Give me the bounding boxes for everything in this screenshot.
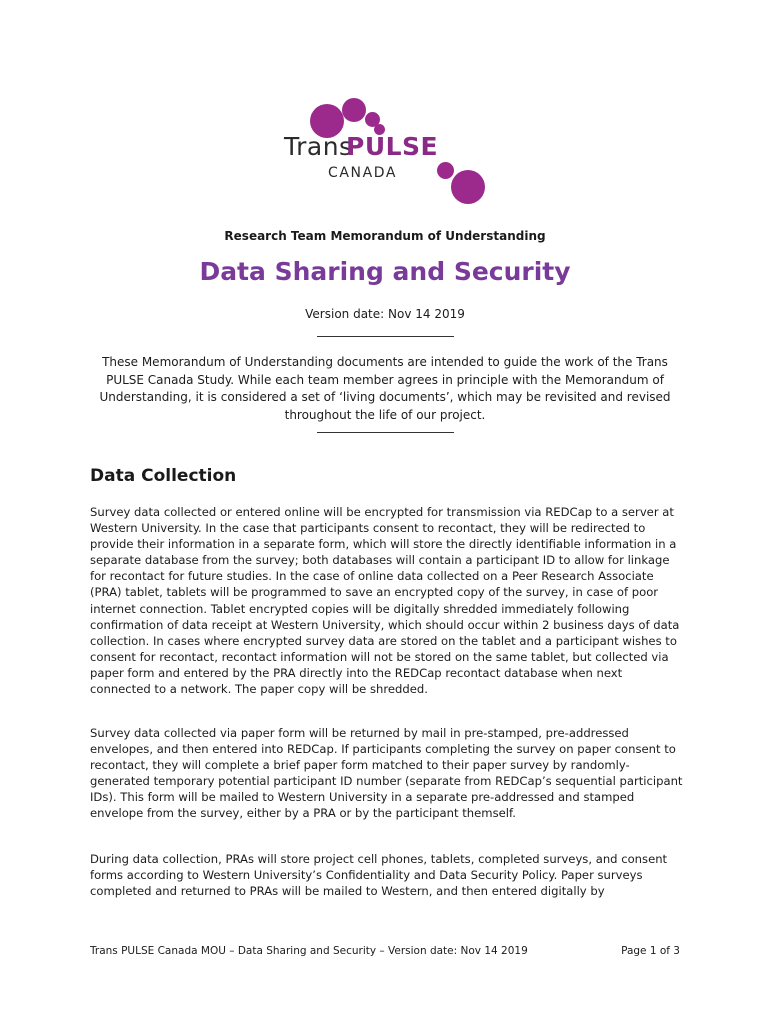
logo-dot xyxy=(451,170,485,204)
logo-word-pulse: PULSE xyxy=(346,132,439,161)
section-heading: Data Collection xyxy=(90,466,237,486)
page-title: Data Sharing and Security xyxy=(199,257,571,286)
logo-dot xyxy=(342,98,366,122)
logo-dot xyxy=(437,162,454,179)
divider xyxy=(317,432,454,433)
logo-word-canada: CANADA xyxy=(328,165,398,181)
body-paragraph: During data collection, PRAs will store project cell phones, tablets, completed surveys, and consent forms according to Western University’s Confidentiality and Data Security Policy. Paper surveys completed and returned to PRAs will be mailed to Western, and then entered digitally by xyxy=(90,852,668,899)
intro-paragraph: These Memorandum of Understanding documents are intended to guide the work of the Trans PULSE Canada Study. While each team member agrees in principle with the Memorandum of Understanding, it is considered a set of ‘living documents’, which may be revisited and revised throughout the life of our project. xyxy=(99,355,671,422)
logo-word-trans: Trans xyxy=(284,132,353,161)
body-paragraph: Survey data collected via paper form will be returned by mail in pre-stamped, pre-addressed envelopes, and then entered into REDCap. If participants completing the survey on paper consent to recontact, they will complete a brief paper form matched to their paper survey by randomly-generated temporary potential participant ID number (separate from REDCap’s sequential participant IDs). This form will be mailed to Western University in a separate pre-addressed and stamped envelope from the survey, either by a PRA or by the participant themself. xyxy=(90,726,683,821)
divider xyxy=(317,336,454,337)
version-date: Version date: Nov 14 2019 xyxy=(305,307,465,321)
body-paragraph: Survey data collected or entered online will be encrypted for transmission via REDCap to a server at Western University. In the case that participants consent to recontact, they will be redirected to provide their information in a separate form, which will store the directly identifiable information in a separate database from the survey; both databases will contain a participant ID to allow for linkage for recontact for future studies. In the case of online data collected on a Peer Research Associate (PRA) tablet, tablets will be programmed to save an encrypted copy of the survey, in case of poor internet connection. Tablet encrypted copies will be digitally shredded immediately following confirmation of data receipt at Western University, which should occur within 2 business days of data collection. In cases where encrypted survey data are stored on the tablet and a participant wishes to consent for recontact, recontact information will not be stored on the same tablet, but collected via paper form and entered by the PRA directly into the REDCap recontact database when next connected to a network. The paper copy will be shredded. xyxy=(90,505,680,697)
memo-title: Research Team Memorandum of Understanding xyxy=(224,229,546,243)
trans-pulse-canada-logo xyxy=(280,96,490,208)
footer-text: Trans PULSE Canada MOU – Data Sharing and Security – Version date: Nov 14 2019 xyxy=(90,945,528,957)
page-number: Page 1 of 3 xyxy=(621,945,680,957)
